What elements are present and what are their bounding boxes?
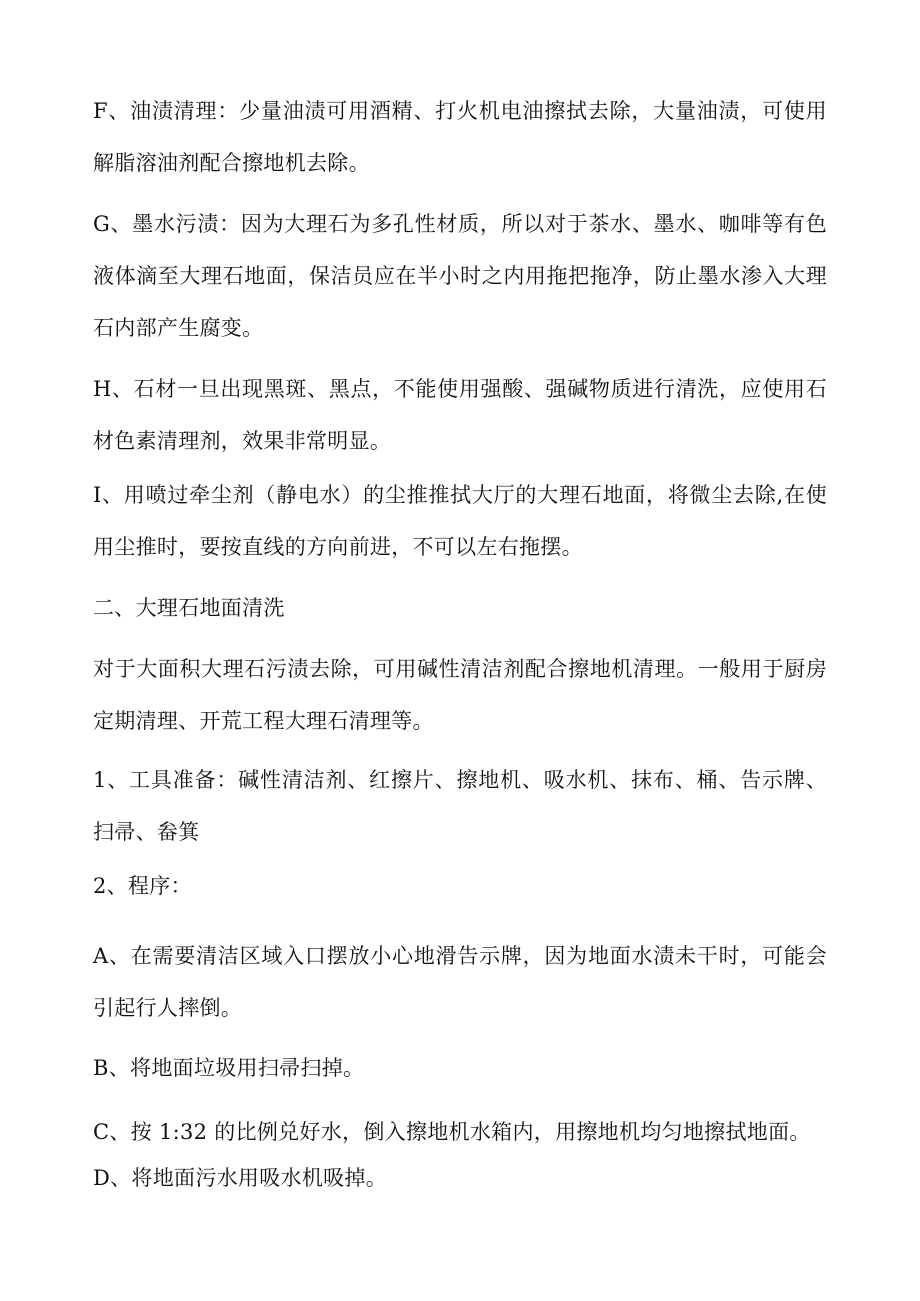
- paragraph-f-oil-stain-cleaning: F、油渍清理：少量油渍可用酒精、打火机电油擦拭去除，大量油渍，可使用解脂溶油剂配合擦地机去除。: [93, 99, 827, 175]
- paragraph-h-black-spots: H、石材一旦出现黑斑、黑点，不能使用强酸、强碱物质进行清洗，应使用石材色素清理剂，效果非常明显。: [93, 377, 827, 453]
- section-heading-floor-washing: 二、大理石地面清洗: [93, 596, 285, 620]
- paragraph-procedure-heading: 2、程序：: [93, 874, 192, 898]
- paragraph-tool-preparation: 1、工具准备：碱性清洁剂、红擦片、擦地机、吸水机、抹布、桶、告示牌、扫帚、畚箕: [93, 768, 827, 844]
- paragraph-large-area-cleaning: 对于大面积大理石污渍去除，可用碱性清洁剂配合擦地机清理。一般用于厨房定期清理、开荒工程大理石清理等。: [93, 657, 827, 733]
- paragraph-step-a-warning-sign: A、在需要清洁区域入口摆放小心地滑告示牌，因为地面水渍未干时，可能会引起行人摔倒。: [93, 944, 827, 1020]
- paragraph-step-d-water-vacuum: D、将地面污水用吸水机吸掉。: [93, 1166, 388, 1190]
- paragraph-step-b-sweep: B、将地面垃圾用扫帚扫掉。: [93, 1056, 365, 1080]
- paragraph-i-dust-mop: I、用喷过牵尘剂（静电水）的尘推推拭大厅的大理石地面，将微尘去除,在使用尘推时，要按直线的方向前进，不可以左右拖摆。: [93, 483, 827, 559]
- paragraph-step-c-scrubber: C、按 1:32 的比例兑好水，倒入擦地机水箱内，用擦地机均匀地擦拭地面。: [93, 1120, 811, 1144]
- paragraph-g-ink-stain: G、墨水污渍：因为大理石为多孔性材质，所以对于茶水、墨水、咖啡等有色液体滴至大理石地面，保洁员应在半小时之内用拖把拖净，防止墨水渗入大理石内部产生腐变。: [93, 212, 827, 340]
